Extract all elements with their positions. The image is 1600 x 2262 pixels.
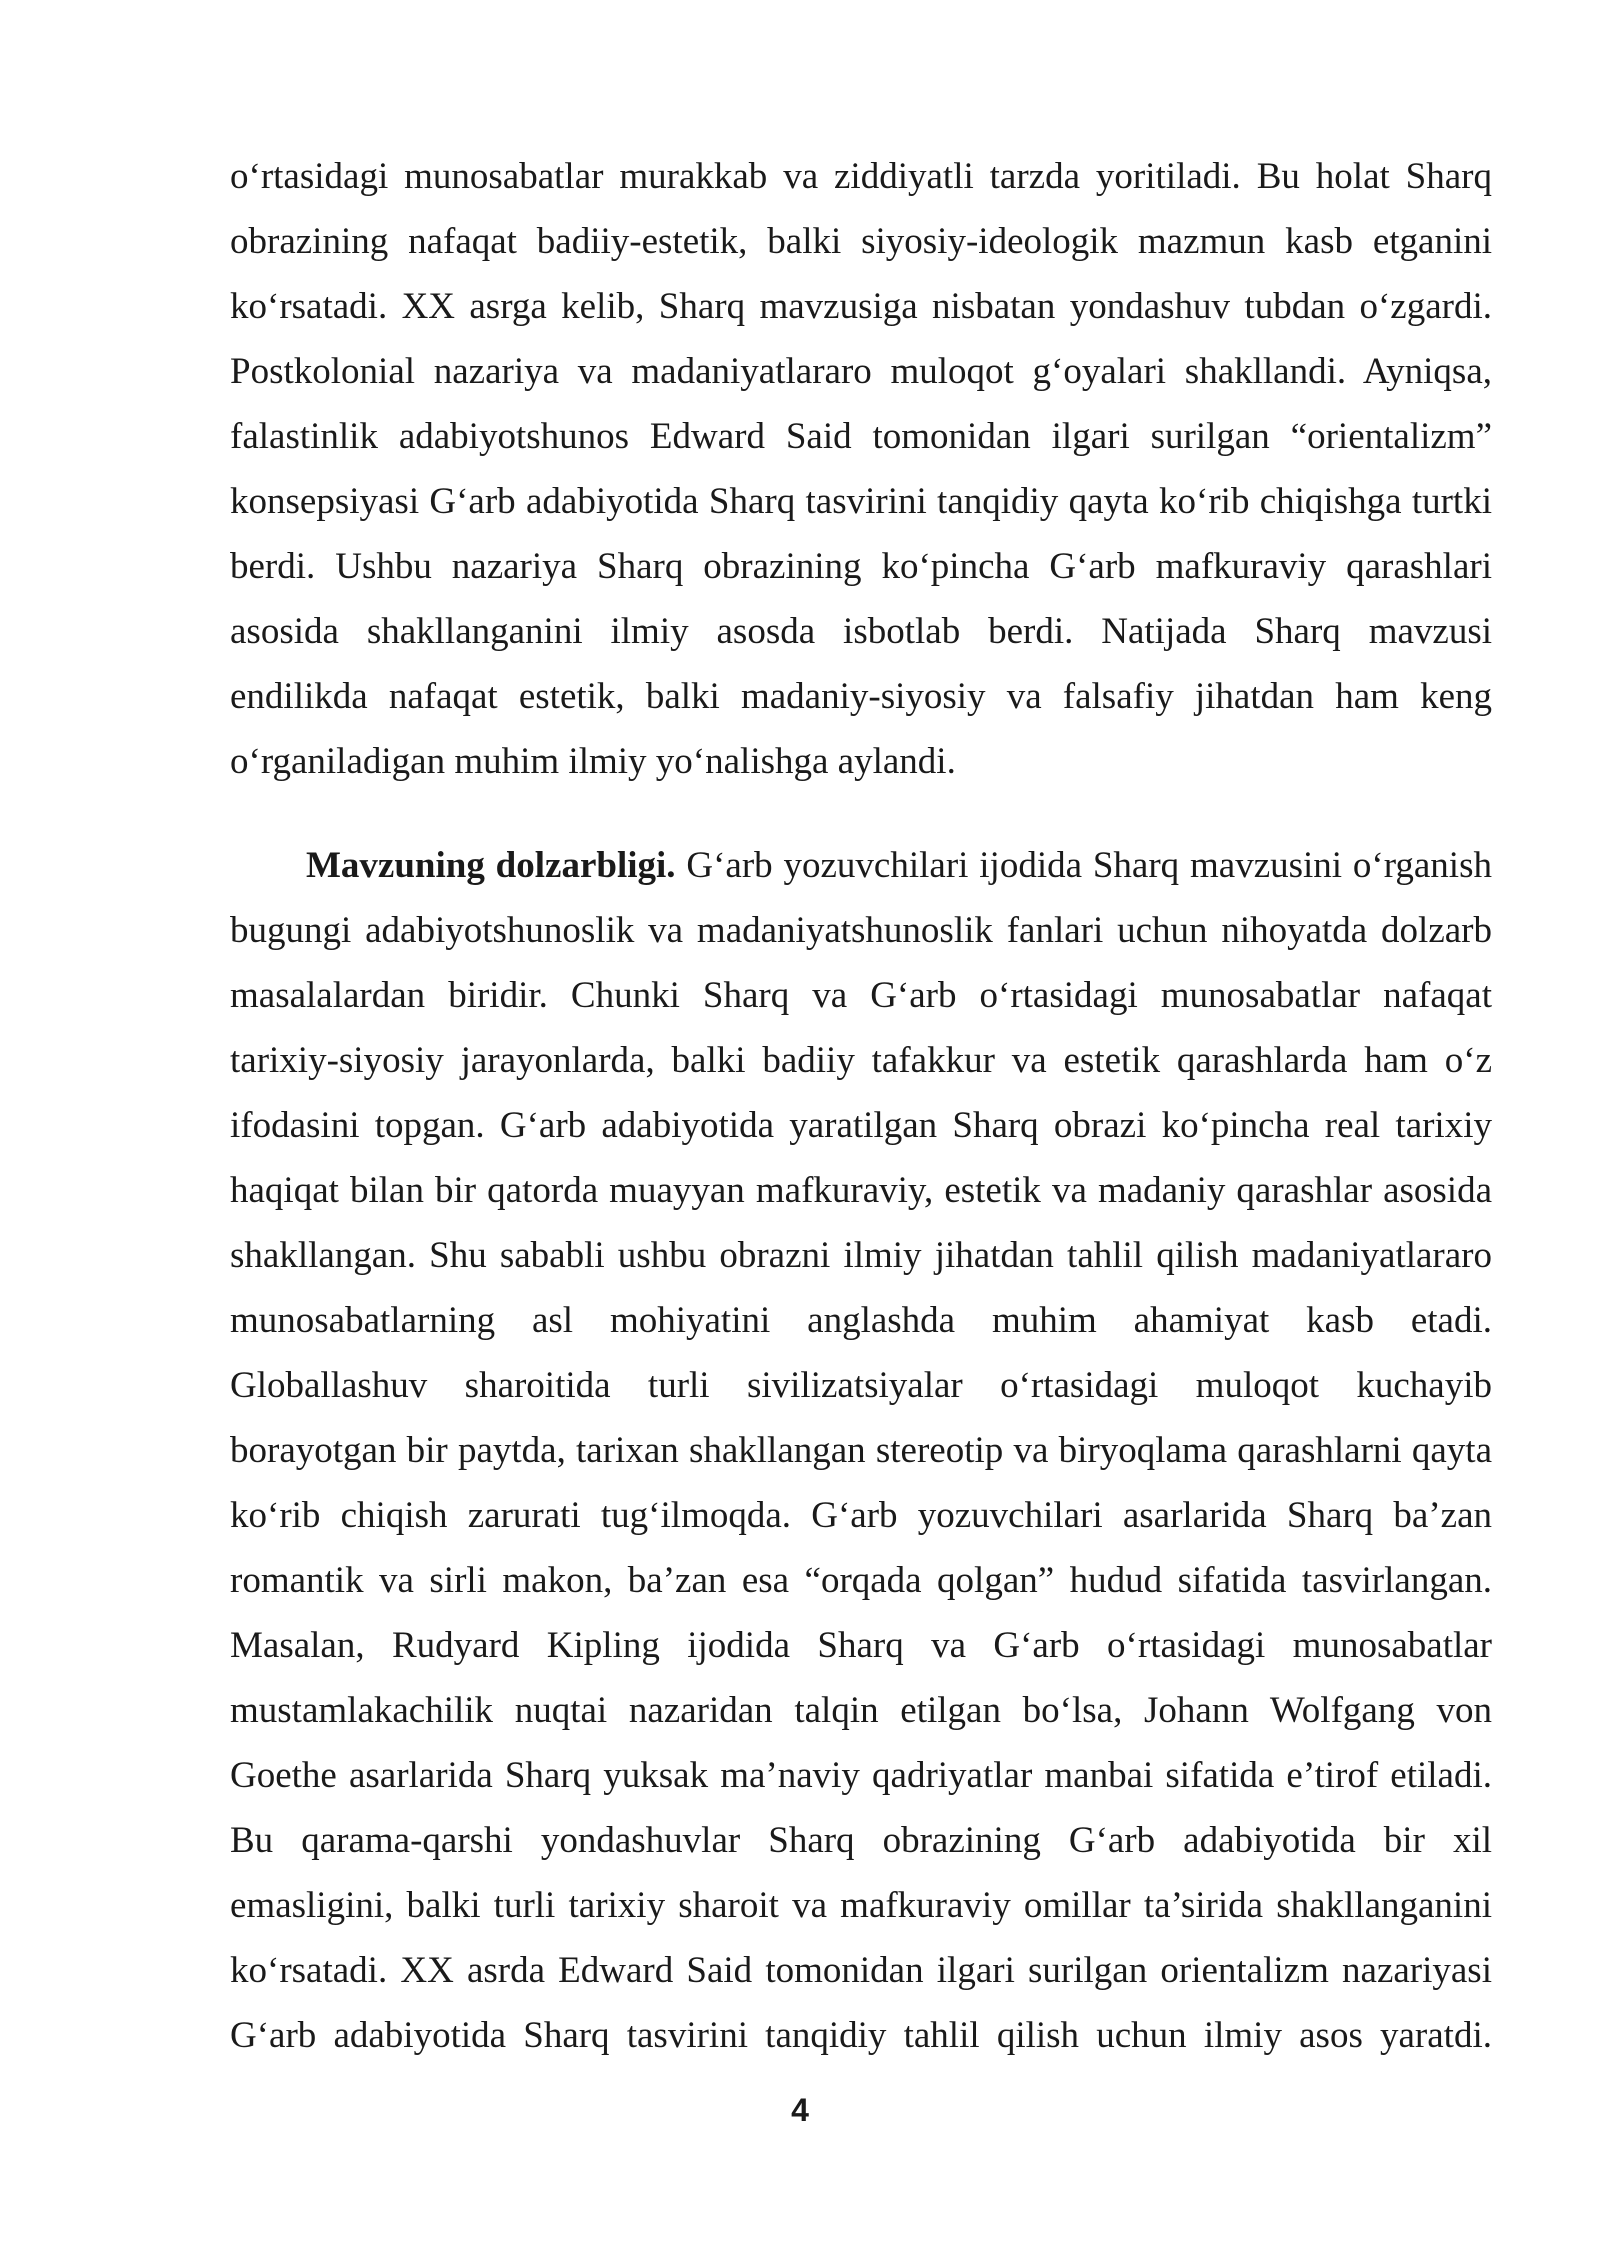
paragraph-relevance: [230, 833, 1492, 2068]
section-heading: Mavzuning dolzarbligi.: [306, 845, 676, 886]
text-line: ko‘rib chiqish zarurati tug‘ilmoqda. G‘arb yozuvchilari asarlarida Sharq ba’zan: [230, 1495, 1492, 1536]
text-line: borayotgan bir paytda, tarixan shakllangan stereotip va biryoqlama qarashlarni qayta: [230, 1430, 1492, 1471]
text-line: o‘rganiladigan muhim ilmiy yo‘nalishga aylandi.: [230, 741, 956, 782]
paragraph-intro: [230, 144, 1492, 794]
text-line-first: [230, 833, 1492, 898]
text-line: endilikda nafaqat estetik, balki madaniy-siyosiy va falsafiy jihatdan ham keng: [230, 676, 1492, 717]
text-line: Goethe asarlarida Sharq yuksak ma’naviy qadriyatlar manbai sifatida e’tirof etiladi.: [230, 1755, 1492, 1796]
text-line: bugungi adabiyotshunoslik va madaniyatshunoslik fanlari uchun nihoyatda dolzarb: [230, 910, 1492, 951]
text-line: ifodasini topgan. G‘arb adabiyotida yaratilgan Sharq obrazi ko‘pincha real tarixiy: [230, 1105, 1492, 1146]
text-line: mustamlakachilik nuqtai nazaridan talqin etilgan bo‘lsa, Johann Wolfgang von: [230, 1690, 1492, 1731]
text-line: masalalardan biridir. Chunki Sharq va G‘arb o‘rtasidagi munosabatlar nafaqat: [230, 975, 1492, 1016]
text-line: Bu qarama-qarshi yondashuvlar Sharq obrazining G‘arb adabiyotida bir xil: [230, 1820, 1492, 1861]
text-line: Masalan, Rudyard Kipling ijodida Sharq va G‘arb o‘rtasidagi munosabatlar: [230, 1625, 1492, 1666]
heading-line-rest: G‘arb yozuvchilari ijodida Sharq mavzusini o‘rganish: [675, 845, 1492, 886]
text-line: ko‘rsatadi. XX asrga kelib, Sharq mavzusiga nisbatan yondashuv tubdan o‘zgardi.: [230, 286, 1492, 327]
text-line: o‘rtasidagi munosabatlar murakkab va ziddiyatli tarzda yoritiladi. Bu holat Sharq: [230, 156, 1492, 197]
text-line: haqiqat bilan bir qatorda muayyan mafkuraviy, estetik va madaniy qarashlar asosida: [230, 1170, 1492, 1211]
text-line: asosida shakllanganini ilmiy asosda isbotlab berdi. Natijada Sharq mavzusi: [230, 611, 1492, 652]
text-line: munosabatlarning asl mohiyatini anglashda muhim ahamiyat kasb etadi.: [230, 1300, 1492, 1341]
text-line: obrazining nafaqat badiiy-estetik, balki siyosiy-ideologik mazmun kasb etganini: [230, 221, 1492, 262]
text-line: shakllangan. Shu sababli ushbu obrazni ilmiy jihatdan tahlil qilish madaniyatlararo: [230, 1235, 1492, 1276]
text-line: konsepsiyasi G‘arb adabiyotida Sharq tasvirini tanqidiy qayta ko‘rib chiqishga turtki: [230, 481, 1492, 522]
text-line: romantik va sirli makon, ba’zan esa “orqada qolgan” hudud sifatida tasvirlangan.: [230, 1560, 1492, 1601]
text-line: berdi. Ushbu nazariya Sharq obrazining ko‘pincha G‘arb mafkuraviy qarashlari: [230, 546, 1492, 587]
text-line: falastinlik adabiyotshunos Edward Said tomonidan ilgari surilgan “orientalizm”: [230, 416, 1492, 457]
page-number: 4: [791, 2092, 809, 2128]
text-line: emasligini, balki turli tarixiy sharoit va mafkuraviy omillar ta’sirida shakllanganini: [230, 1885, 1492, 1926]
text-line: ko‘rsatadi. XX asrda Edward Said tomonidan ilgari surilgan orientalizm nazariyasi: [230, 1950, 1492, 1991]
text-line: G‘arb adabiyotida Sharq tasvirini tanqidiy tahlil qilish uchun ilmiy asos yaratdi.: [230, 2015, 1492, 2056]
text-line: tarixiy-siyosiy jarayonlarda, balki badiiy tafakkur va estetik qarashlarda ham o‘z: [230, 1040, 1492, 1081]
text-line: Postkolonial nazariya va madaniyatlararo muloqot g‘oyalari shakllandi. Ayniqsa,: [230, 351, 1492, 392]
text-line: Globallashuv sharoitida turli sivilizatsiyalar o‘rtasidagi muloqot kuchayib: [230, 1365, 1492, 1406]
